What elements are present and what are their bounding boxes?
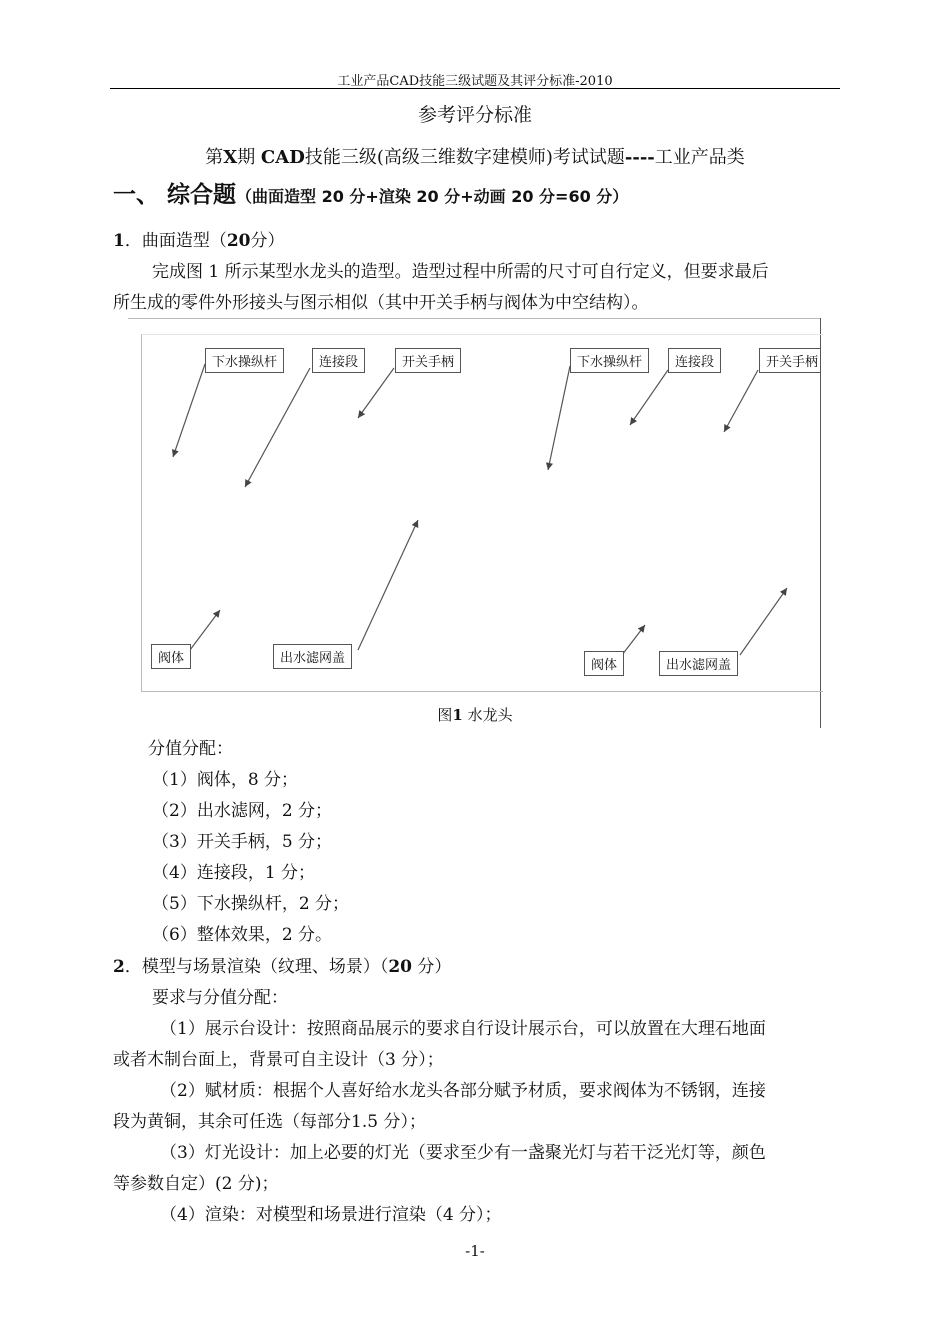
- subtitle-tail: 工业产品类: [654, 147, 745, 168]
- section1-title: 一、 综合题: [113, 182, 237, 208]
- label-right-body: 阀体: [584, 651, 624, 676]
- q2-item2-line2: 段为黄铜，其余可任选（每部分1.5 分）；: [113, 1112, 426, 1132]
- leader-right-handle: [724, 370, 758, 432]
- q1-title-end: 分）: [250, 231, 285, 251]
- q1-score-item: （1）阀体，8 分；: [152, 770, 299, 790]
- label-left-filter: 出水滤网盖: [273, 644, 352, 669]
- leader-left-connector: [245, 368, 310, 487]
- q2-item3-line2: 等参数自定）(2 分)；: [113, 1174, 279, 1194]
- q2-item4: （4）渲染：对模型和场景进行渲染（4 分）；: [160, 1205, 502, 1225]
- subtitle-dashes: ----: [624, 147, 655, 168]
- q2-title-end: 分）: [412, 957, 452, 977]
- q2-req-heading: 要求与分值分配：: [152, 988, 288, 1008]
- subtitle-prefix: 第: [205, 147, 224, 168]
- q1-score: 20: [226, 231, 251, 251]
- q2-item2-line1: （2）赋材质：根据个人喜好给水龙头各部分赋予材质，要求阀体为不锈钢，连接: [160, 1081, 766, 1101]
- subtitle-mid: 期: [237, 147, 261, 168]
- caption-prefix: 图: [437, 706, 453, 724]
- doc-title: 参考评分标准: [417, 104, 532, 126]
- q2-number: 2: [113, 957, 125, 977]
- q1-scores-heading: 分值分配：: [148, 739, 233, 759]
- label-left-body: 阀体: [151, 644, 191, 669]
- leader-right-filter: [740, 588, 787, 655]
- q2-score: 20: [388, 957, 413, 977]
- q1-score-item: （3）开关手柄，5 分；: [152, 832, 333, 852]
- section1-points: （曲面造型 20 分+渲染 20 分+动画 20 分=60 分）: [236, 187, 629, 206]
- leader-left-body: [190, 610, 220, 650]
- leader-left-filter: [358, 520, 418, 650]
- leader-right-lever: [548, 366, 570, 470]
- q1-title: ．曲面造型（: [124, 231, 227, 251]
- q1-score-item: （5）下水操纵杆，2 分；: [152, 894, 350, 914]
- subtitle-rest: 技能三级(高级三维数字建模师)考试试题: [304, 147, 625, 168]
- q1-score-item: （2）出水滤网，2 分；: [152, 801, 333, 821]
- q2-item1-line1: （1）展示台设计：按照商品展示的要求自行设计展示台，可以放置在大理石地面: [160, 1019, 766, 1039]
- q2-heading: [113, 952, 451, 977]
- leader-left-lever: [173, 364, 205, 457]
- caption-num: 1: [452, 706, 463, 724]
- figure-caption: [0, 704, 950, 725]
- label-left-connector: 连接段: [312, 348, 365, 373]
- label-left-lever: 下水操纵杆: [205, 348, 284, 373]
- subtitle-x: X: [223, 147, 238, 168]
- q1-score-item: （6）整体效果，2 分。: [152, 925, 333, 945]
- q1-desc-line1: 完成图 1 所示某型水龙头的造型。造型过程中所需的尺寸可自行定义，但要求最后: [152, 262, 769, 282]
- q2-item1-line2: 或者木制台面上，背景可自主设计（3 分）；: [113, 1050, 444, 1070]
- label-right-lever: 下水操纵杆: [570, 348, 649, 373]
- q2-title: ．模型与场景渲染（纹理、场景）（: [124, 957, 389, 977]
- label-left-handle: 开关手柄: [395, 348, 461, 373]
- page-number: -1-: [465, 1242, 485, 1260]
- label-right-handle: 开关手柄: [759, 348, 820, 373]
- q2-item3-line1: （3）灯光设计：加上必要的灯光（要求至少有一盏聚光灯与若干泛光灯等，颜色: [160, 1143, 766, 1163]
- leader-right-body: [622, 625, 645, 655]
- q1-score-item: （4）连接段，1 分；: [152, 863, 316, 883]
- running-header: 工业产品CAD技能三级试题及其评分标准-2010: [337, 74, 613, 89]
- label-right-connector: 连接段: [668, 348, 721, 373]
- leader-left-handle: [358, 368, 394, 418]
- q1-desc-line2: 所生成的零件外形接头与图示相似（其中开关手柄与阀体为中空结构）。: [113, 293, 649, 313]
- subtitle-cad: CAD: [260, 147, 305, 168]
- label-right-filter: 出水滤网盖: [659, 651, 738, 676]
- caption-text: 水龙头: [462, 706, 513, 724]
- leader-right-connector: [630, 370, 668, 425]
- q1-number: 1: [113, 231, 125, 251]
